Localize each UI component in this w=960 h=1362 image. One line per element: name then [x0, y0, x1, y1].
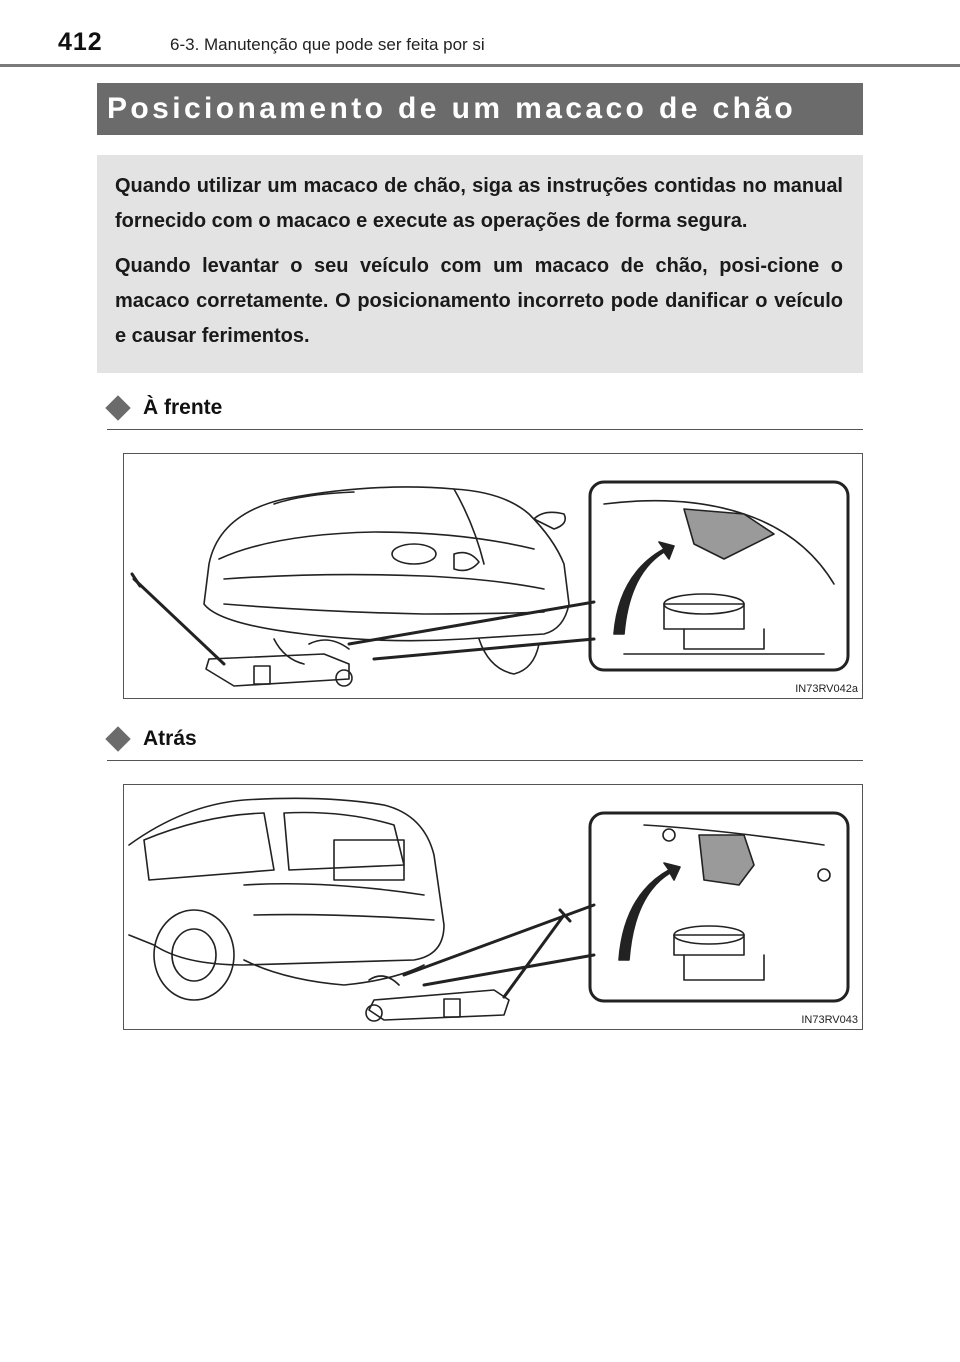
sub-heading-front-label: À frente	[143, 396, 223, 419]
title-bar	[97, 83, 863, 135]
intro-paragraph-2: Quando levantar o seu veículo com um macaco de chão, posi-cione o macaco corretamente. O posicionamento incorreto pode danificar o veículo e causar ferimentos.	[115, 255, 843, 347]
section-reference: 6-3. Manutenção que pode ser feita por si	[170, 35, 485, 54]
rear-jack-illustration	[124, 785, 864, 1031]
diamond-bullet-icon	[105, 726, 130, 751]
sub-heading-front	[107, 396, 863, 430]
diamond-bullet-icon	[105, 395, 130, 420]
intro-box	[97, 155, 863, 373]
page-title: Posicionamento de um macaco de chão	[107, 92, 797, 125]
figure-rear-code: IN73RV043	[801, 1014, 858, 1026]
front-jack-illustration	[124, 454, 864, 700]
page-header	[58, 26, 888, 66]
sub-heading-rear-label: Atrás	[143, 727, 197, 750]
figure-rear	[123, 784, 863, 1030]
sub-heading-rear	[107, 727, 863, 761]
figure-front-code: IN73RV042a	[795, 683, 858, 695]
intro-paragraph-1: Quando utilizar um macaco de chão, siga as instruções contidas no manual fornecido com o macaco e execute as operações de forma segura.	[115, 175, 843, 232]
header-rule	[0, 64, 960, 67]
page-number: 412	[58, 28, 103, 56]
figure-front	[123, 453, 863, 699]
